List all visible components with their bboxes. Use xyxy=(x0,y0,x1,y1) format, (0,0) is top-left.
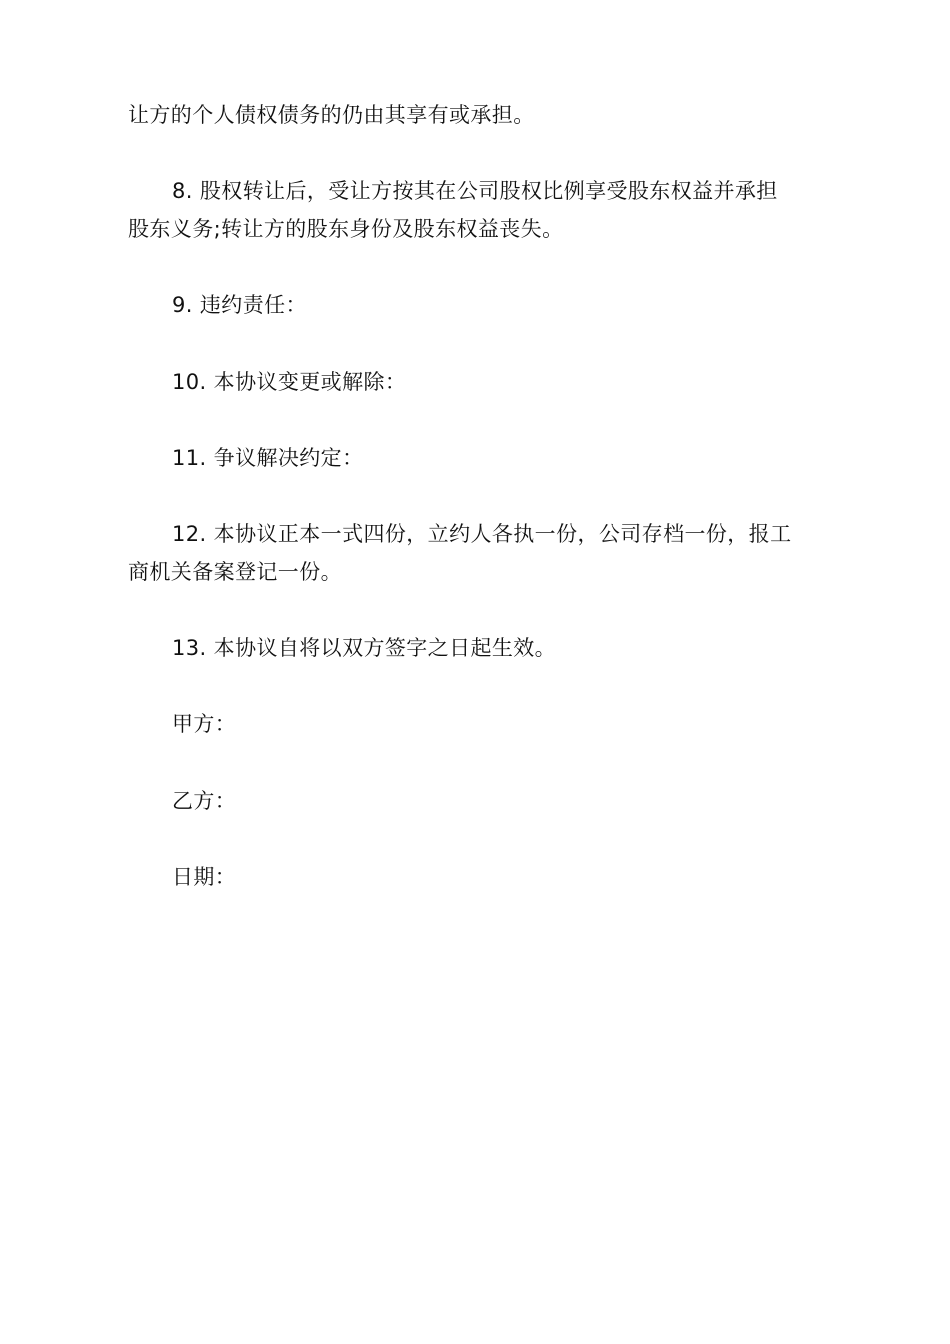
party-b-signature-label: 乙方： xyxy=(172,789,237,813)
paragraph-continuation-line: 让方的个人债权债务的仍由其享有或承担。 xyxy=(128,103,535,127)
date-label: 日期： xyxy=(172,865,237,889)
clause-8-line-2: 股东义务;转让方的股东身份及股东权益丧失。 xyxy=(128,217,564,241)
clause-8-line-1: 8. 股权转让后，受让方按其在公司股权比例享受股东权益并承担 xyxy=(172,179,778,203)
clause-9: 9. 违约责任： xyxy=(172,293,307,317)
clause-12-line-1: 12. 本协议正本一式四份，立约人各执一份，公司存档一份，报工 xyxy=(172,522,792,546)
clause-12-line-2: 商机关备案登记一份。 xyxy=(128,560,342,584)
party-a-signature-label: 甲方： xyxy=(172,712,237,736)
clause-10: 10. 本协议变更或解除： xyxy=(172,370,407,394)
clause-11: 11. 争议解决约定： xyxy=(172,446,364,470)
clause-13: 13. 本协议自将以双方签字之日起生效。 xyxy=(172,636,557,660)
